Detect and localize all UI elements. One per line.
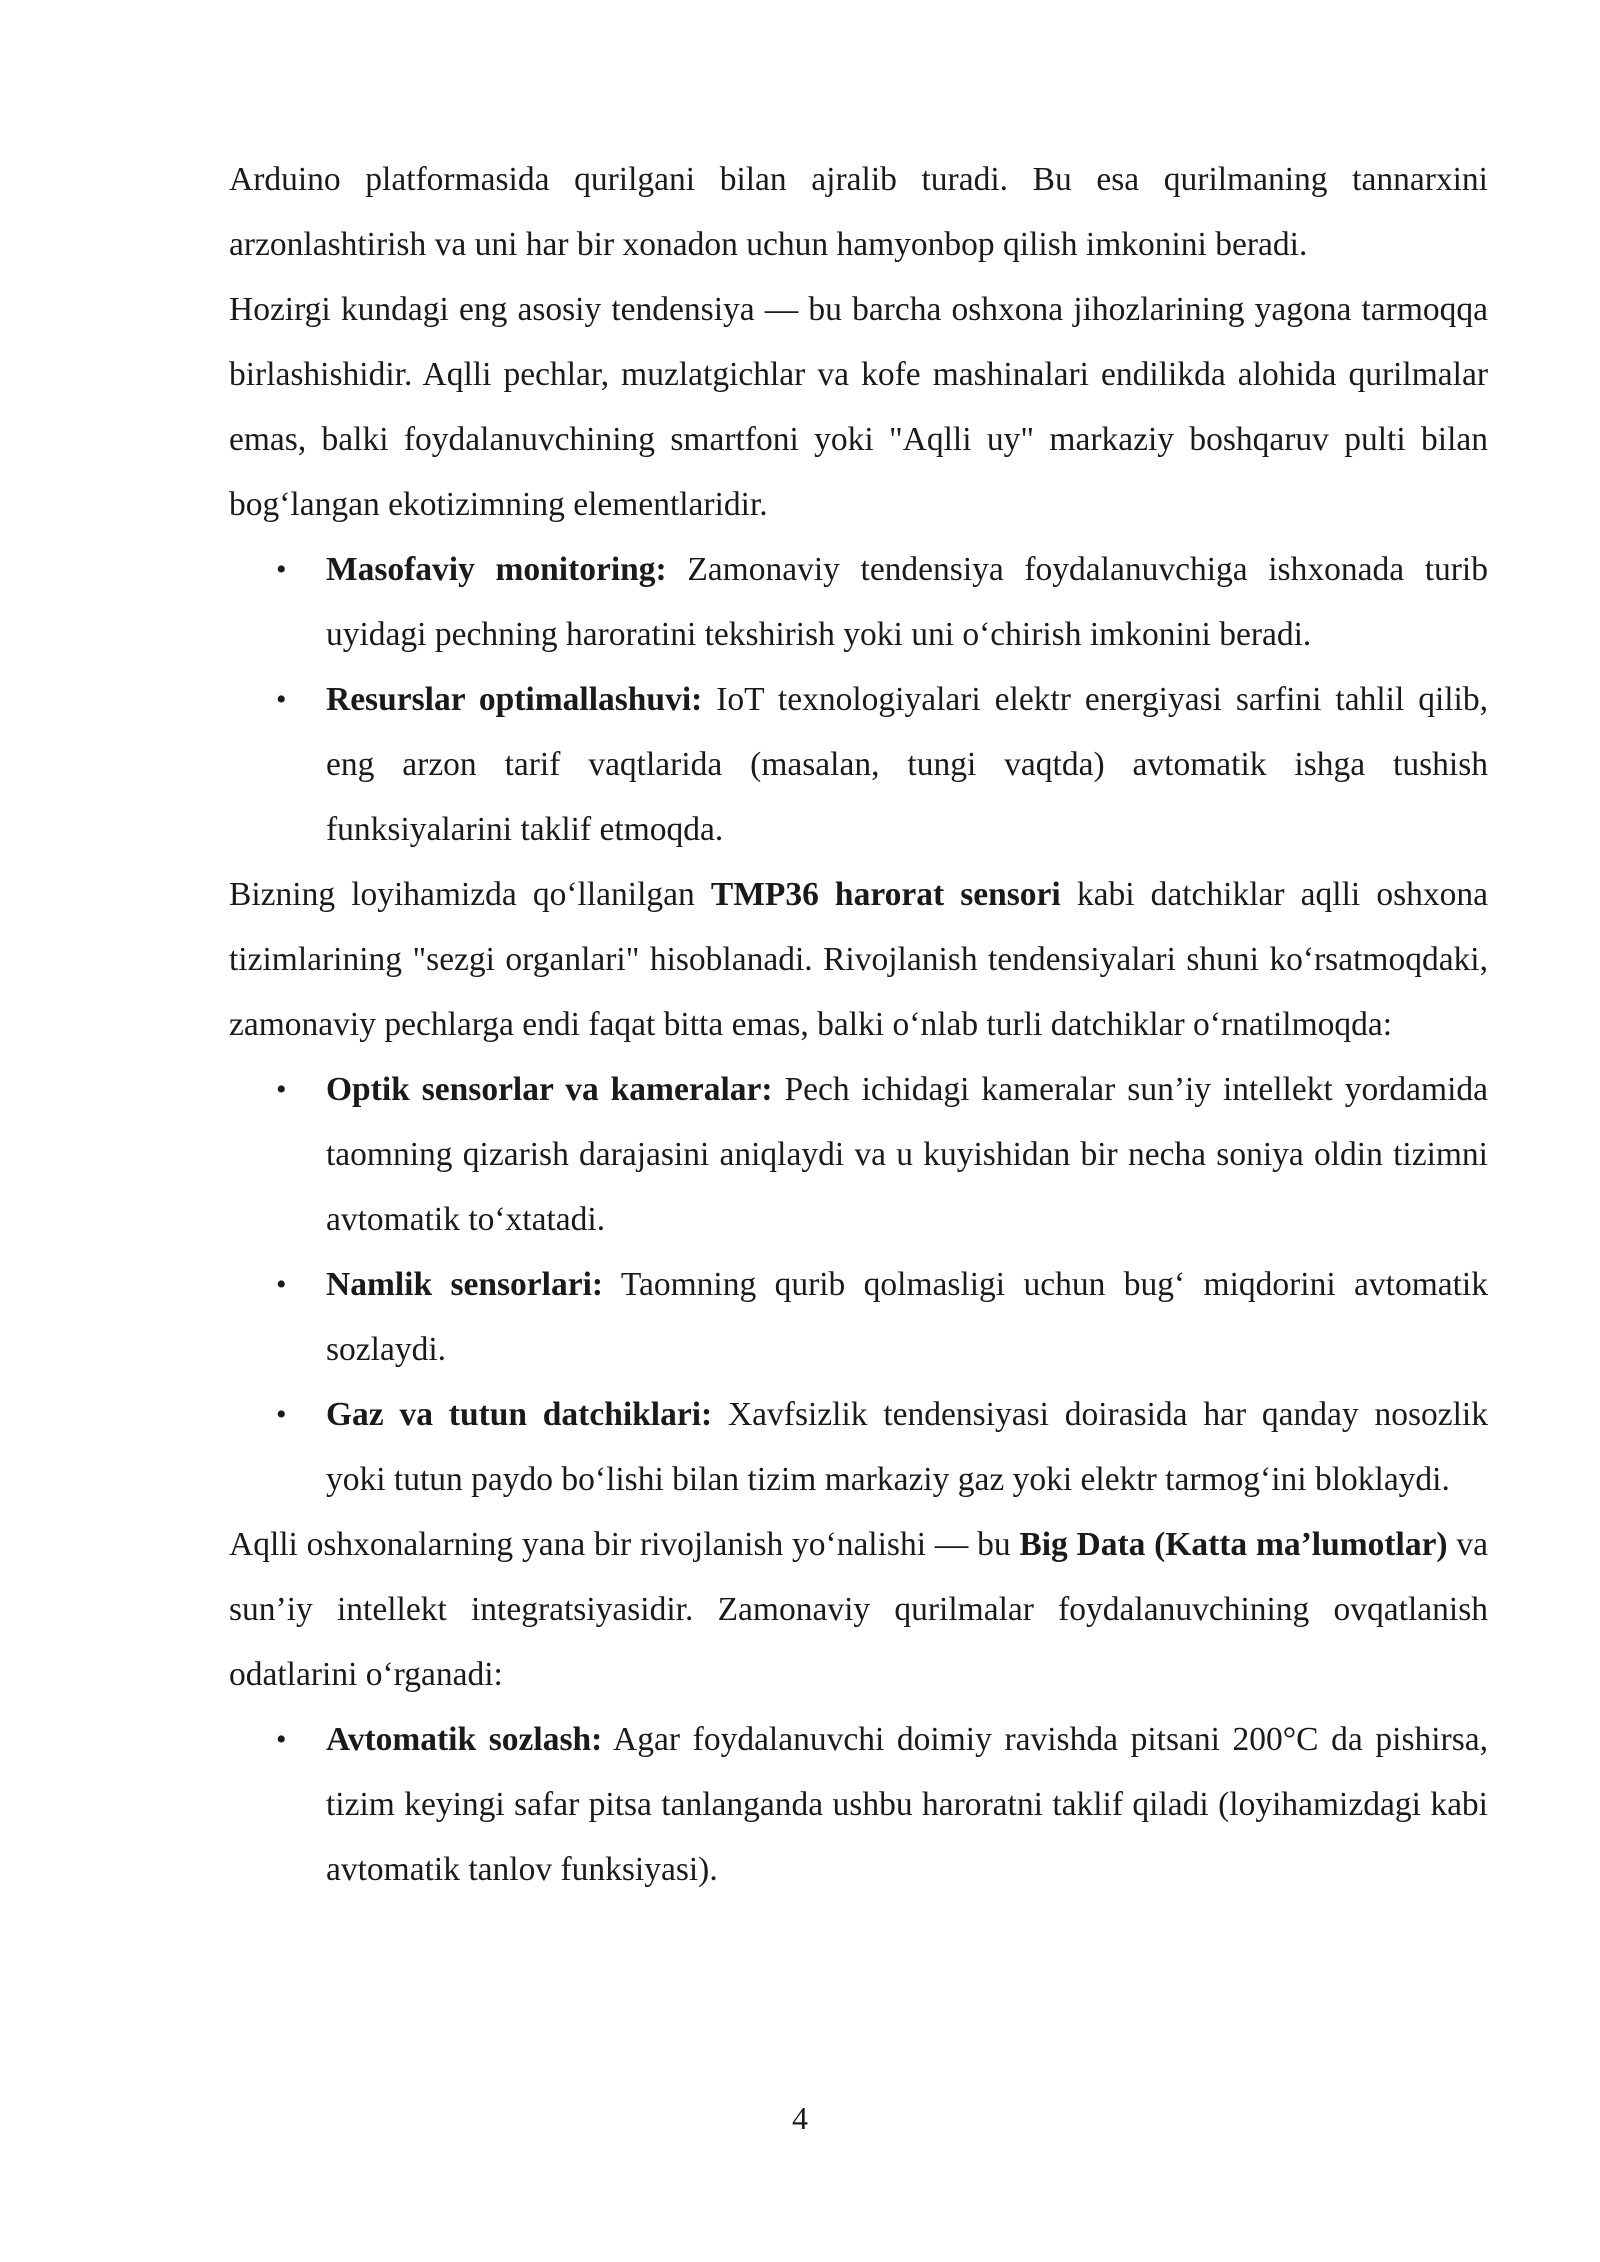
page-number: 4	[792, 2100, 808, 2136]
bullet-icon: •	[276, 1268, 287, 1301]
list-item-resource-optimization	[229, 667, 1488, 862]
list-item-text: IoT texnologiyalari elektr energiyasi sarfini tahlil qilib, eng arzon tarif vaqtlarida (masalan, tungi vaqtda) avtomatik ishga tushish funksiyalarini taklif etmoqda.	[326, 681, 1488, 848]
paragraph-big-data	[229, 1512, 1488, 1707]
bullet-icon: •	[276, 1723, 287, 1756]
list-item-text: Pech ichidagi kameralar sun’iy intellekt yordamida taomning qizarish darajasini aniqlaydi va u kuyishidan bir necha soniya oldin tizimni avtomatik to‘xtatadi.	[326, 1071, 1488, 1238]
paragraph-trend: Hozirgi kundagi eng asosiy tendensiya — bu barcha oshxona jihozlarining yagona tarmoqqa birlashishidir. Aqlli pechlar, muzlatgichlar va kofe mashinalari endilikda alohida qurilmalar emas, balki foydalanuvchining smartfoni yoki "Aqlli uy" markaziy boshqaruv pulti bilan bog‘langan ekotizimning elementlaridir.	[229, 291, 1488, 523]
list-item-text: Zamonaviy tendensiya foydalanuvchiga ishxonada turib uyidagi pechning haroratini tekshirish yoki uni o‘chirish imkonini beradi.	[326, 551, 1488, 653]
bullet-list-sensors	[229, 1057, 1488, 1512]
bullet-list-ai	[229, 1707, 1488, 1902]
list-item-label: Gaz va tutun datchiklari:	[326, 1396, 713, 1433]
list-item-label: Namlik sensorlari:	[326, 1266, 604, 1303]
paragraph-intro: Arduino platformasida qurilgani bilan ajralib turadi. Bu esa qurilmaning tannarxini arzonlashtirish va uni har bir xonadon uchun hamyonbop qilish imkonini beradi.	[229, 161, 1488, 263]
list-item-text: Xavfsizlik tendensiyasi doirasida har qanday nosozlik yoki tutun paydo bo‘lishi bilan tizim markaziy gaz yoki elektr tarmog‘ini bloklaydi.	[326, 1396, 1488, 1498]
big-data-bold: Big Data (Katta ma’lumotlar)	[1019, 1526, 1448, 1563]
paragraph-text: va sun’iy intellekt integratsiyasidir. Zamonaviy qurilmalar foydalanuvchining ovqatlanish odatlarini o‘rganadi:	[229, 1526, 1488, 1693]
bullet-list-iot	[229, 537, 1488, 862]
list-item-label: Masofaviy monitoring:	[326, 551, 667, 588]
list-item-gas-smoke-sensors	[229, 1382, 1488, 1512]
sensor-name-bold: TMP36 harorat sensori	[710, 876, 1061, 913]
paragraph-text: Aqlli oshxonalarning yana bir rivojlanish yo‘nalishi — bu	[229, 1526, 1020, 1563]
bullet-icon: •	[276, 1398, 287, 1431]
list-item-label: Avtomatik sozlash:	[326, 1721, 603, 1758]
paragraph-text: kabi datchiklar aqlli oshxona tizimlarining "sezgi organlari" hisoblanadi. Rivojlanish tendensiyalari shuni ko‘rsatmoqdaki, zamonaviy pechlarga endi faqat bitta emas, balki o‘nlab turli datchiklar o‘rnatilmoqda:	[229, 876, 1488, 1043]
bullet-icon: •	[276, 683, 287, 716]
list-item-label: Resurslar optimallashuvi:	[326, 681, 703, 718]
paragraph-sensors	[229, 862, 1488, 1057]
list-item-humidity-sensors	[229, 1252, 1488, 1382]
list-item-auto-setting	[229, 1707, 1488, 1902]
bullet-icon: •	[276, 1073, 287, 1106]
list-item-text: Agar foydalanuvchi doimiy ravishda pitsani 200°C da pishirsa, tizim keyingi safar pitsa tanlanganda ushbu haroratni taklif qiladi (loyihamizdagi kabi avtomatik tanlov funksiyasi).	[326, 1721, 1488, 1888]
list-item-label: Optik sensorlar va kameralar:	[326, 1071, 773, 1108]
bullet-icon: •	[276, 553, 287, 586]
paragraph-text: Bizning loyihamizda qo‘llanilgan	[229, 876, 711, 913]
list-item-remote-monitoring	[229, 537, 1488, 667]
list-item-optical-sensors	[229, 1057, 1488, 1252]
page-content	[229, 147, 1488, 1902]
list-item-text: Taomning qurib qolmasligi uchun bug‘ miqdorini avtomatik sozlaydi.	[326, 1266, 1488, 1368]
